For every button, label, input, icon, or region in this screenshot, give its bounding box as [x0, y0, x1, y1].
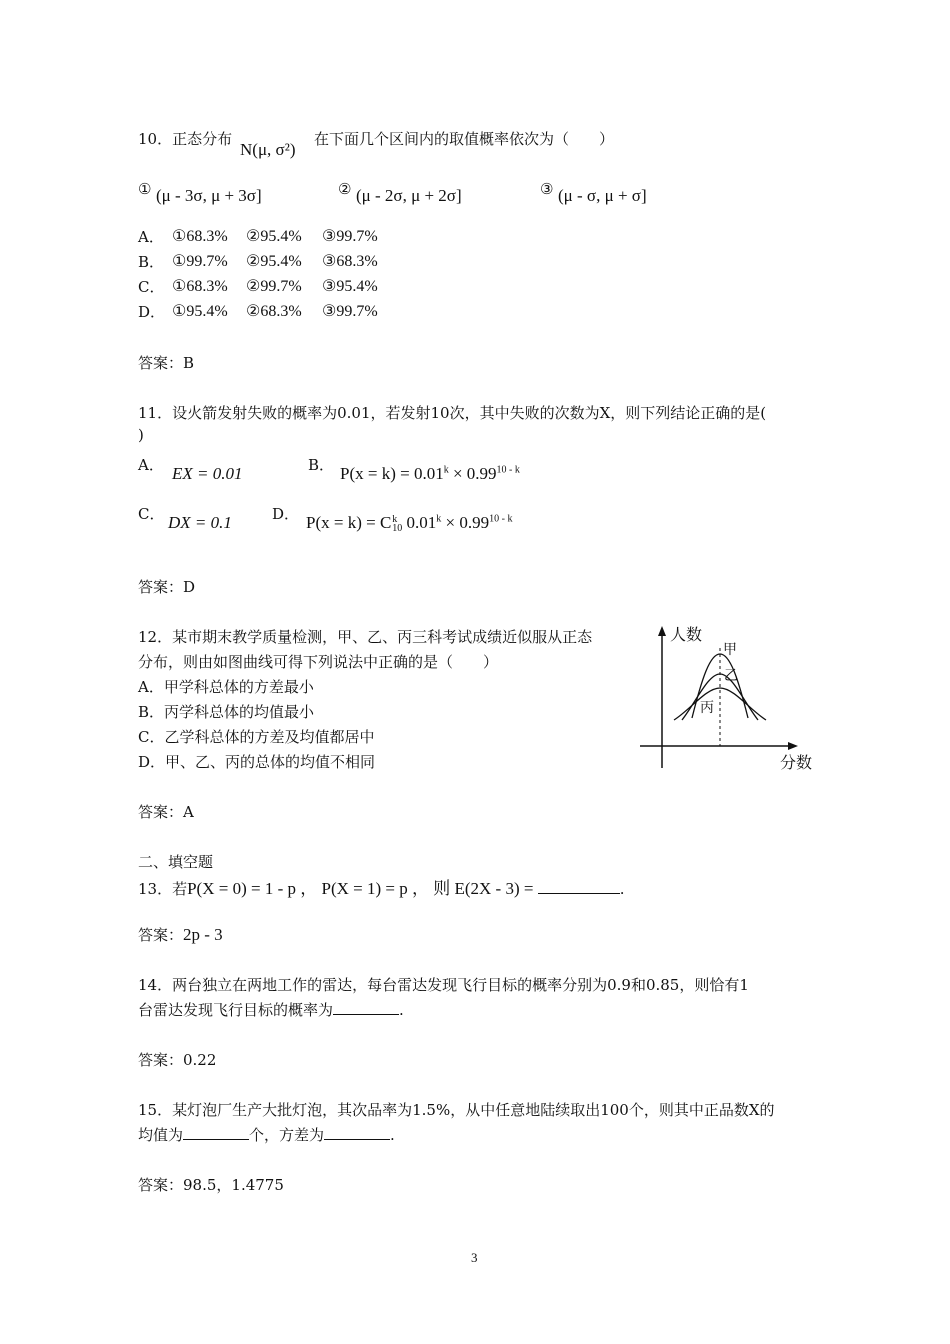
q10-interval1: (μ - 3σ, μ + 3σ]: [156, 186, 262, 205]
q10-interval3: (μ - σ, μ + σ]: [558, 186, 647, 205]
q14-answer-blank[interactable]: [333, 1000, 399, 1015]
option-value: ①68.3%: [172, 278, 228, 295]
q11-answer: 答案：D: [138, 578, 196, 596]
q10-answer: 答案：B: [138, 354, 195, 372]
x-axis-label: 分数: [780, 753, 813, 772]
q12-answer: 答案：A: [138, 803, 194, 821]
q11-stem-line1: 11．设火箭发射失败的概率为0.01，若发射10次，其中失败的次数为X，则下列结论正确的是(: [138, 404, 767, 422]
expr-text: × 0.99: [441, 513, 490, 532]
expr-sup: k: [443, 464, 449, 476]
q12-stem-line2: 分布，则由如图曲线可得下列说法中正确的是（ ）: [138, 653, 499, 671]
q13-answer: [138, 924, 223, 945]
q10-stem-suffix: 在下面几个区间内的取值概率依次为（ ）: [314, 130, 615, 148]
q10-option-c: [138, 276, 378, 297]
option-label: A．: [138, 228, 164, 246]
q15-variance-blank[interactable]: [324, 1125, 390, 1140]
q15-mean-blank[interactable]: [183, 1125, 249, 1140]
q10-option-a: [138, 226, 378, 247]
answer-prefix: 答案：: [138, 926, 184, 944]
q11-stem-line2: ): [138, 426, 144, 444]
q15-stem-line1: 15．某灯泡厂生产大批灯泡，其次品率为1.5%，从中任意地陆续取出100个，则其中正品数X的: [138, 1101, 775, 1119]
q15-text: .: [390, 1126, 395, 1144]
page-number: 3: [471, 1250, 478, 1265]
q15-stem-line2: [138, 1124, 395, 1145]
q10-stem: [138, 128, 232, 149]
q12-option-a: A．甲学科总体的方差最小: [138, 678, 314, 696]
q13-expr: P(X = 0) = 1 - p ， P(X = 1) = p ， 则 E(2X - 3) =: [187, 879, 538, 898]
section-title: 二、填空题: [138, 853, 214, 871]
q12-option-b: B．丙学科总体的均值最小: [138, 703, 315, 721]
expr-text: EX = 0.01: [172, 464, 243, 483]
q12-option-c: C．乙学科总体的方差及均值都居中: [138, 728, 375, 746]
option-value: ③99.7%: [322, 228, 378, 245]
option-value: ①99.7%: [172, 253, 228, 270]
q11-option-b-expr: [340, 464, 520, 484]
q10-dist-text: N(μ, σ²): [240, 140, 296, 159]
option-value: ①68.3%: [172, 228, 228, 245]
expr-sup: 10 - k: [496, 464, 520, 476]
q10-interval2: (μ - 2σ, μ + 2σ]: [356, 186, 462, 205]
q11-option-a-expr: [172, 464, 243, 484]
curve-label-yi: 乙: [724, 668, 738, 684]
q10-interval3-mark: ③: [540, 180, 554, 198]
q12-option-d: D．甲、乙、丙的总体的均值不相同: [138, 753, 376, 771]
expr-text: P(x = k) = 0.01: [340, 464, 444, 483]
expr-text: P(x = k) = C: [306, 513, 392, 532]
q11-option-d-expr: [306, 513, 512, 533]
expr-text: DX = 0.1: [168, 513, 232, 532]
answer-expr: 2p - 3: [183, 925, 223, 944]
y-axis-arrow-icon: [658, 626, 666, 636]
option-value: ②99.7%: [246, 278, 302, 295]
option-label: B．: [138, 253, 165, 271]
q11-option-a-label: A．: [138, 456, 164, 474]
option-value: ①95.4%: [172, 303, 228, 320]
q13-answer-blank[interactable]: [538, 879, 620, 894]
expr-sub: 10: [392, 523, 403, 535]
option-value: ③99.7%: [322, 303, 378, 320]
q14-suffix: .: [399, 1001, 404, 1019]
q11-option-c-label: C．: [138, 505, 165, 523]
option-value: ③68.3%: [322, 253, 378, 270]
q10-distribution: [240, 140, 295, 160]
expr-text: × 0.99: [448, 464, 497, 483]
expr-text: 0.01: [402, 513, 437, 532]
q10-option-d: [138, 301, 378, 322]
option-value: ②68.3%: [246, 303, 302, 320]
q14-stem-line2: [138, 999, 404, 1020]
curve-label-bing: 丙: [700, 700, 714, 716]
q15-text: 均值为: [138, 1126, 184, 1144]
q14-stem-line1: 14．两台独立在两地工作的雷达，每台雷达发现飞行目标的概率分别为0.9和0.85，则恰有1: [138, 976, 749, 994]
option-label: D．: [138, 303, 166, 321]
q10-option-b: [138, 251, 378, 272]
normal-curves-figure: [630, 618, 830, 778]
curve-label-jia: 甲: [723, 642, 737, 658]
option-value: ②95.4%: [246, 253, 302, 270]
q10-stem-prefix: 10．正态分布: [138, 130, 233, 148]
q13-suffix: .: [619, 880, 625, 898]
option-label: C．: [138, 278, 165, 296]
x-axis-arrow-icon: [788, 742, 798, 750]
expr-sup: k: [392, 514, 398, 526]
y-axis-label: 人数: [670, 625, 703, 644]
q10-interval2-mark: ②: [338, 180, 352, 198]
q13-prefix: 13．若: [138, 880, 188, 898]
expr-sup: 10 - k: [489, 513, 513, 525]
q11-option-c-expr: [168, 513, 232, 533]
q10-interval1-mark: ①: [138, 180, 152, 198]
q12-stem-line1: 12．某市期末教学质量检测，甲、乙、丙三科考试成绩近似服从正态: [138, 628, 593, 646]
q15-text: 个，方差为: [249, 1126, 325, 1144]
expr-sup: k: [436, 513, 442, 525]
q11-option-b-label: B．: [308, 456, 335, 474]
expr-supsub: [392, 515, 402, 533]
q11-option-d-label: D．: [272, 505, 300, 523]
q14-line2-text: 台雷达发现飞行目标的概率为: [138, 1001, 334, 1019]
option-value: ③95.4%: [322, 278, 378, 295]
q15-answer: 答案：98.5，1.4775: [138, 1176, 284, 1194]
q14-answer: 答案：0.22: [138, 1051, 217, 1069]
option-value: ②95.4%: [246, 228, 302, 245]
q13-stem: [138, 874, 624, 899]
